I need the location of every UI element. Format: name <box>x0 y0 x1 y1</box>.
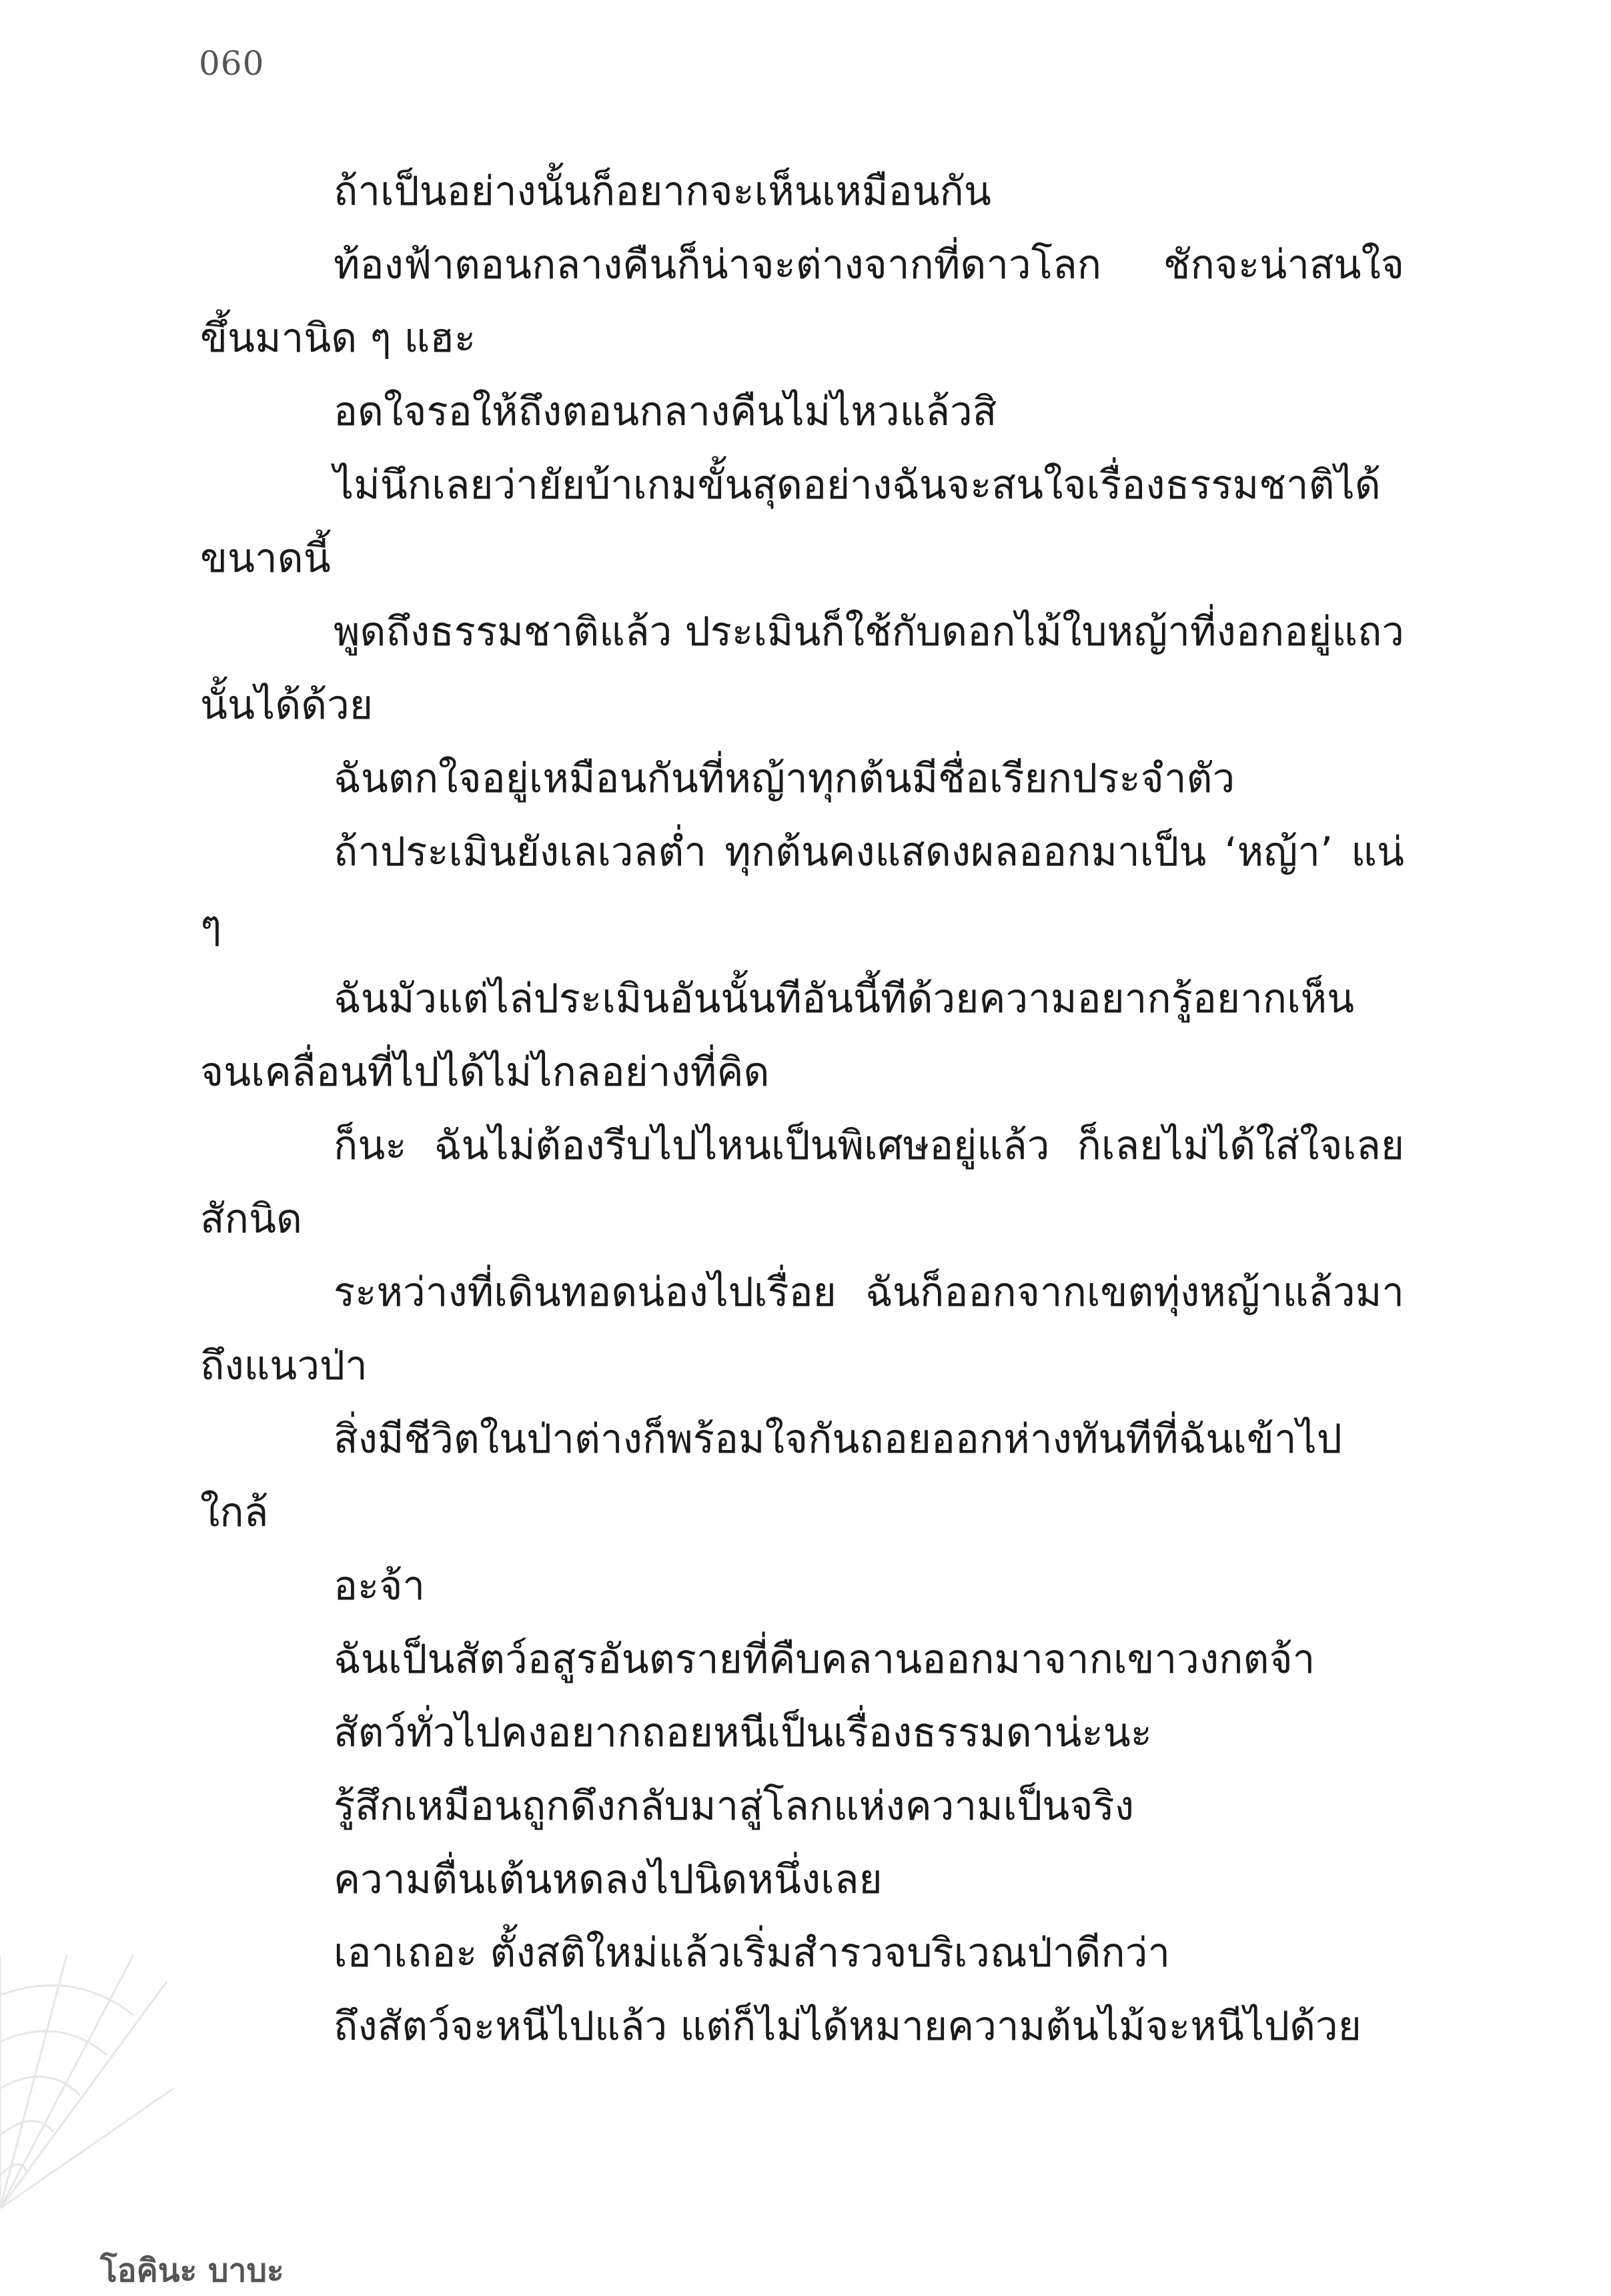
paragraph: รู้สึกเหมือนถูกดึงกลับมาสู่โลกแห่งความเป็นจริง <box>334 1783 1134 1830</box>
paragraph: อะจ้า <box>334 1563 426 1609</box>
paragraph: สิ่งมีชีวิตในป่าต่างก็พร้อมใจกันถอยออกห่างทันทีที่ฉันเข้าไปใกล้ <box>200 1416 1342 1536</box>
paragraph: ฉันมัวแต่ไล่ประเมินอันนั้นทีอันนี้ทีด้วยความอยากรู้อยากเห็นจนเคลื่อนที่ไปได้ไม่ไกลอย่างที่คิด <box>200 976 1355 1096</box>
paragraph: ท้องฟ้าตอนกลางคืนก็น่าจะต่างจากที่ดาวโลก ชักจะน่าสนใจขึ้นมานิด ๆ แฮะ <box>200 242 1404 362</box>
paragraph: ความตื่นเต้นหดลงไปนิดหนึ่งเลย <box>334 1856 883 1903</box>
paragraph: ถ้าเป็นอย่างนั้นก็อยากจะเห็นเหมือนกัน <box>334 168 991 215</box>
paragraph: สัตว์ทั่วไปคงอยากถอยหนีเป็นเรื่องธรรมดาน่ะนะ <box>334 1709 1152 1756</box>
paragraph: ถึงสัตว์จะหนีไปแล้ว แต่ก็ไม่ได้หมายความต้นไม้จะหนีไปด้วย <box>334 2003 1362 2050</box>
spider-web-icon <box>0 1955 173 2209</box>
paragraph: ระหว่างที่เดินทอดน่องไปเรื่อย ฉันก็ออกจากเขตทุ่งหญ้าแล้วมาถึงแนวป่า <box>200 1269 1404 1389</box>
paragraph: ฉันเป็นสัตว์อสูรอันตรายที่คืบคลานออกมาจากเขาวงกตจ้า <box>334 1636 1315 1683</box>
paragraph: เอาเถอะ ตั้งสติใหม่แล้วเริ่มสำรวจบริเวณป่าดีกว่า <box>334 1930 1171 1976</box>
footer-title: โอคินะ บาบะ <box>100 2252 284 2289</box>
paragraph: ก็นะ ฉันไม่ต้องรีบไปไหนเป็นพิเศษอยู่แล้ว ก็เลยไม่ได้ใส่ใจเลยสักนิด <box>200 1122 1404 1242</box>
page-number: 060 <box>199 44 265 83</box>
body-text <box>200 155 1404 2063</box>
paragraph: อดใจรอให้ถึงตอนกลางคืนไม่ไหวแล้วสิ <box>334 388 997 435</box>
paragraph: ฉันตกใจอยู่เหมือนกันที่หญ้าทุกต้นมีชื่อเรียกประจำตัว <box>334 755 1235 802</box>
paragraph: ไม่นึกเลยว่ายัยบ้าเกมขั้นสุดอย่างฉันจะสนใจเรื่องธรรมชาติได้ขนาดนี้ <box>200 462 1381 582</box>
paragraph: ถ้าประเมินยังเลเวลต่ำ ทุกต้นคงแสดงผลออกมาเป็น ‘หญ้า’ แน่ ๆ <box>200 829 1404 949</box>
paragraph: พูดถึงธรรมชาติแล้ว ประเมินก็ใช้กับดอกไม้ใบหญ้าที่งอกอยู่แถวนั้นได้ด้วย <box>200 609 1404 729</box>
